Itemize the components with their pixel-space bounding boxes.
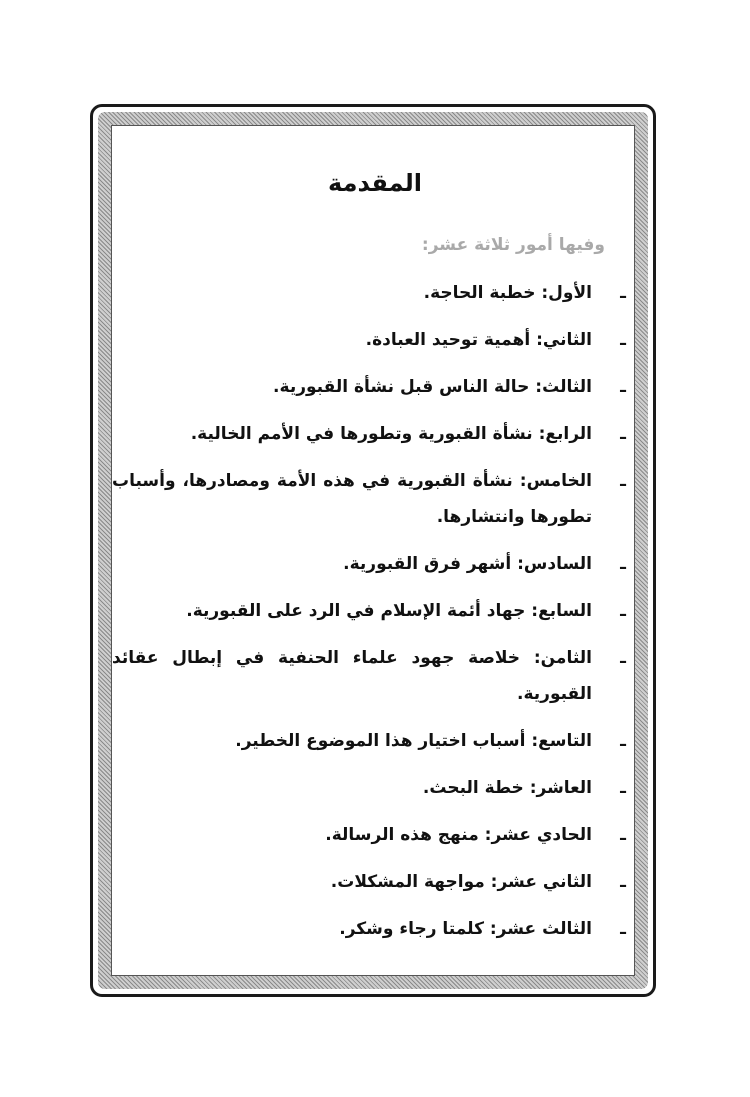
list-item [112,275,634,311]
bullet-dash: ـ [620,283,626,303]
list-item [112,593,634,629]
list-item-text: العاشر: خطة البحث. [422,778,592,798]
list-item [112,723,634,759]
list-item-text: الأول: خطبة الحاجة. [423,283,592,303]
bullet-dash: ـ [620,778,626,798]
list-item-text: الثامن: خلاصة جهود علماء الحنفية في إبطال عقائد القبورية. [112,648,592,704]
list-item-text: الثالث: حالة الناس قبل نشأة القبورية. [273,377,592,397]
bullet-dash: ـ [620,601,626,621]
list-item [112,463,634,535]
list-item [112,864,634,900]
bullet-dash: ـ [620,825,626,845]
bullet-dash: ـ [620,872,626,892]
bullet-dash: ـ [620,919,626,939]
list-item-text: الثاني عشر: مواجهة المشكلات. [330,872,592,892]
list-item [112,416,634,452]
bullet-dash: ـ [620,554,626,574]
list-item [112,817,634,853]
list-item-text: الثالث عشر: كلمتا رجاء وشكر. [339,919,592,939]
bullet-dash: ـ [620,731,626,751]
list-item [112,546,634,582]
bullet-dash: ـ [620,424,626,444]
list-item [112,369,634,405]
list-item [112,911,634,947]
list-item [112,322,634,358]
bullet-dash: ـ [620,330,626,350]
list-item-text: الخامس: نشأة القبورية في هذه الأمة ومصادرها، وأسباب تطورها وانتشارها. [112,471,592,527]
list-item-text: الحادي عشر: منهج هذه الرسالة. [325,825,592,845]
page-title: المقدمة [328,169,422,197]
bullet-dash: ـ [620,471,626,491]
list-item-text: التاسع: أسباب اختيار هذا الموضوع الخطير. [235,731,592,751]
topics-list [112,275,634,958]
list-item-text: الثاني: أهمية توحيد العبادة. [365,330,592,350]
list-item [112,640,634,712]
list-item-text: الرابع: نشأة القبورية وتطورها في الأمم الخالية. [190,424,592,444]
bullet-dash: ـ [620,648,626,668]
list-item-text: السابع: جهاد أئمة الإسلام في الرد على القبورية. [186,601,592,621]
list-item [112,770,634,806]
intro-line: وفيها أمور ثلاثة عشر: [421,235,605,255]
bullet-dash: ـ [620,377,626,397]
list-item-text: السادس: أشهر فرق القبورية. [343,554,592,574]
